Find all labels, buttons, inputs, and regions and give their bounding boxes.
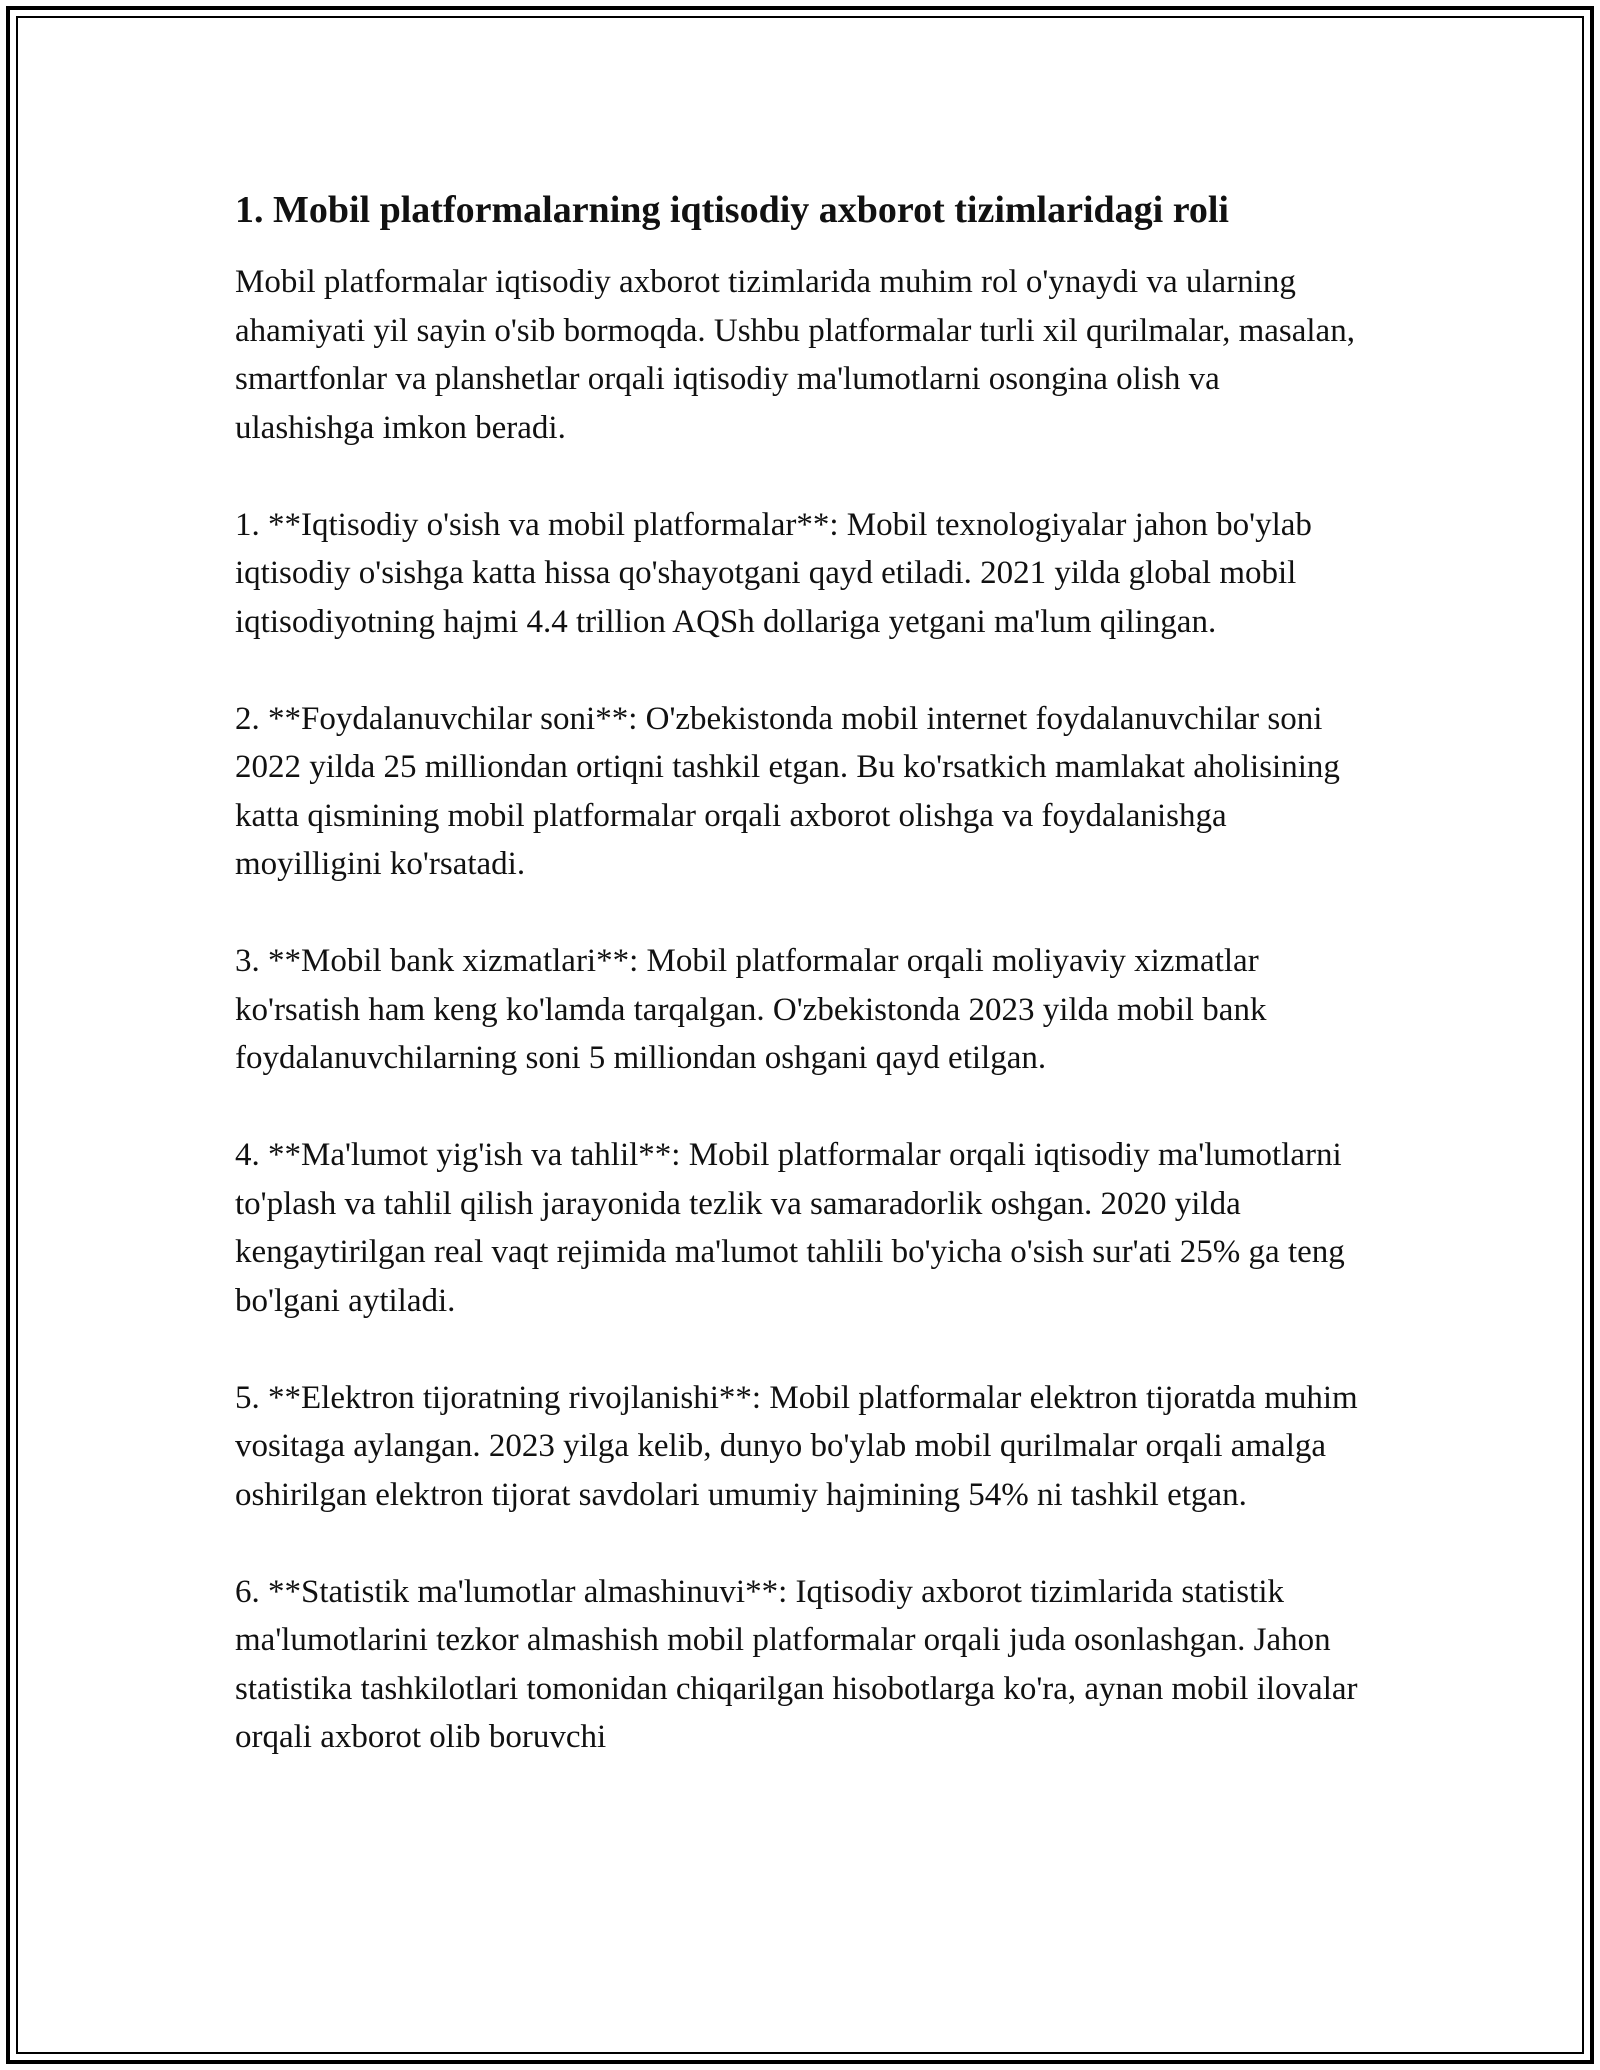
page-title: 1. Mobil platformalarning iqtisodiy axborot tizimlaridagi roli [235, 189, 1229, 231]
list-item-mobile-banking: 3. **Mobil bank xizmatlari**: Mobil platformalar orqali moliyaviy xizmatlar ko'rsatish ham keng ko'lamda tarqalgan. O'zbekistonda 2023 yilda mobil bank foydalanuvchilarning soni 5 milliondan oshgani qayd etilgan. [235, 943, 1267, 1076]
list-item-statistics-exchange: 6. **Statistik ma'lumotlar almashinuvi**: Iqtisodiy axborot tizimlarida statistik ma'lumotlarini tezkor almashish mobil platformalar orqali juda osonlashgan. Jahon statistika tashkilotlari tomonidan chiqarilgan hisobotlarga ko'ra, aynan mobil ilovalar orqali axborot olib boruvchi [235, 1573, 1358, 1755]
list-item-user-count: 2. **Foydalanuvchilar soni**: O'zbekistonda mobil internet foydalanuvchilar soni 2022 yilda 25 milliondan ortiqni tashkil etgan. Bu ko'rsatkich mamlakat aholisining katta qismining mobil platformalar orqali axborot olishga va foydalanishga moyilligini ko'rsatadi. [235, 700, 1340, 882]
intro-paragraph: Mobil platformalar iqtisodiy axborot tizimlarida muhim rol o'ynaydi va ularning ahamiyati yil sayin o'sib bormoqda. Ushbu platformalar turli xil qurilmalar, masalan, smartfonlar va planshetlar orqali iqtisodiy ma'lumotlarni osongina olish va ulashishga imkon beradi. [235, 264, 1355, 446]
list-item-ecommerce: 5. **Elektron tijoratning rivojlanishi**: Mobil platformalar elektron tijoratda muhim vositaga aylangan. 2023 yilga kelib, dunyo bo'ylab mobil qurilmalar orqali amalga oshirilgan elektron tijorat savdolari umumiy hajmining 54% ni tashkil etgan. [235, 1379, 1358, 1513]
list-item-economic-growth: 1. **Iqtisodiy o'sish va mobil platformalar**: Mobil texnologiyalar jahon bo'ylab iqtisodiy o'sishga katta hissa qo'shayotgani qayd etiladi. 2021 yilda global mobil iqtisodiyotning hajmi 4.4 trillion AQSh dollariga yetgani ma'lum qilingan. [235, 506, 1312, 640]
list-item-data-analysis: 4. **Ma'lumot yig'ish va tahlil**: Mobil platformalar orqali iqtisodiy ma'lumotlarni to'plash va tahlil qilish jarayonida tezlik va samaradorlik oshgan. 2020 yilda kengaytirilgan real vaqt rejimida ma'lumot tahlili bo'yicha o'sish sur'ati 25% ga teng bo'lgani aytiladi. [235, 1137, 1345, 1319]
document-body [235, 184, 1365, 1810]
